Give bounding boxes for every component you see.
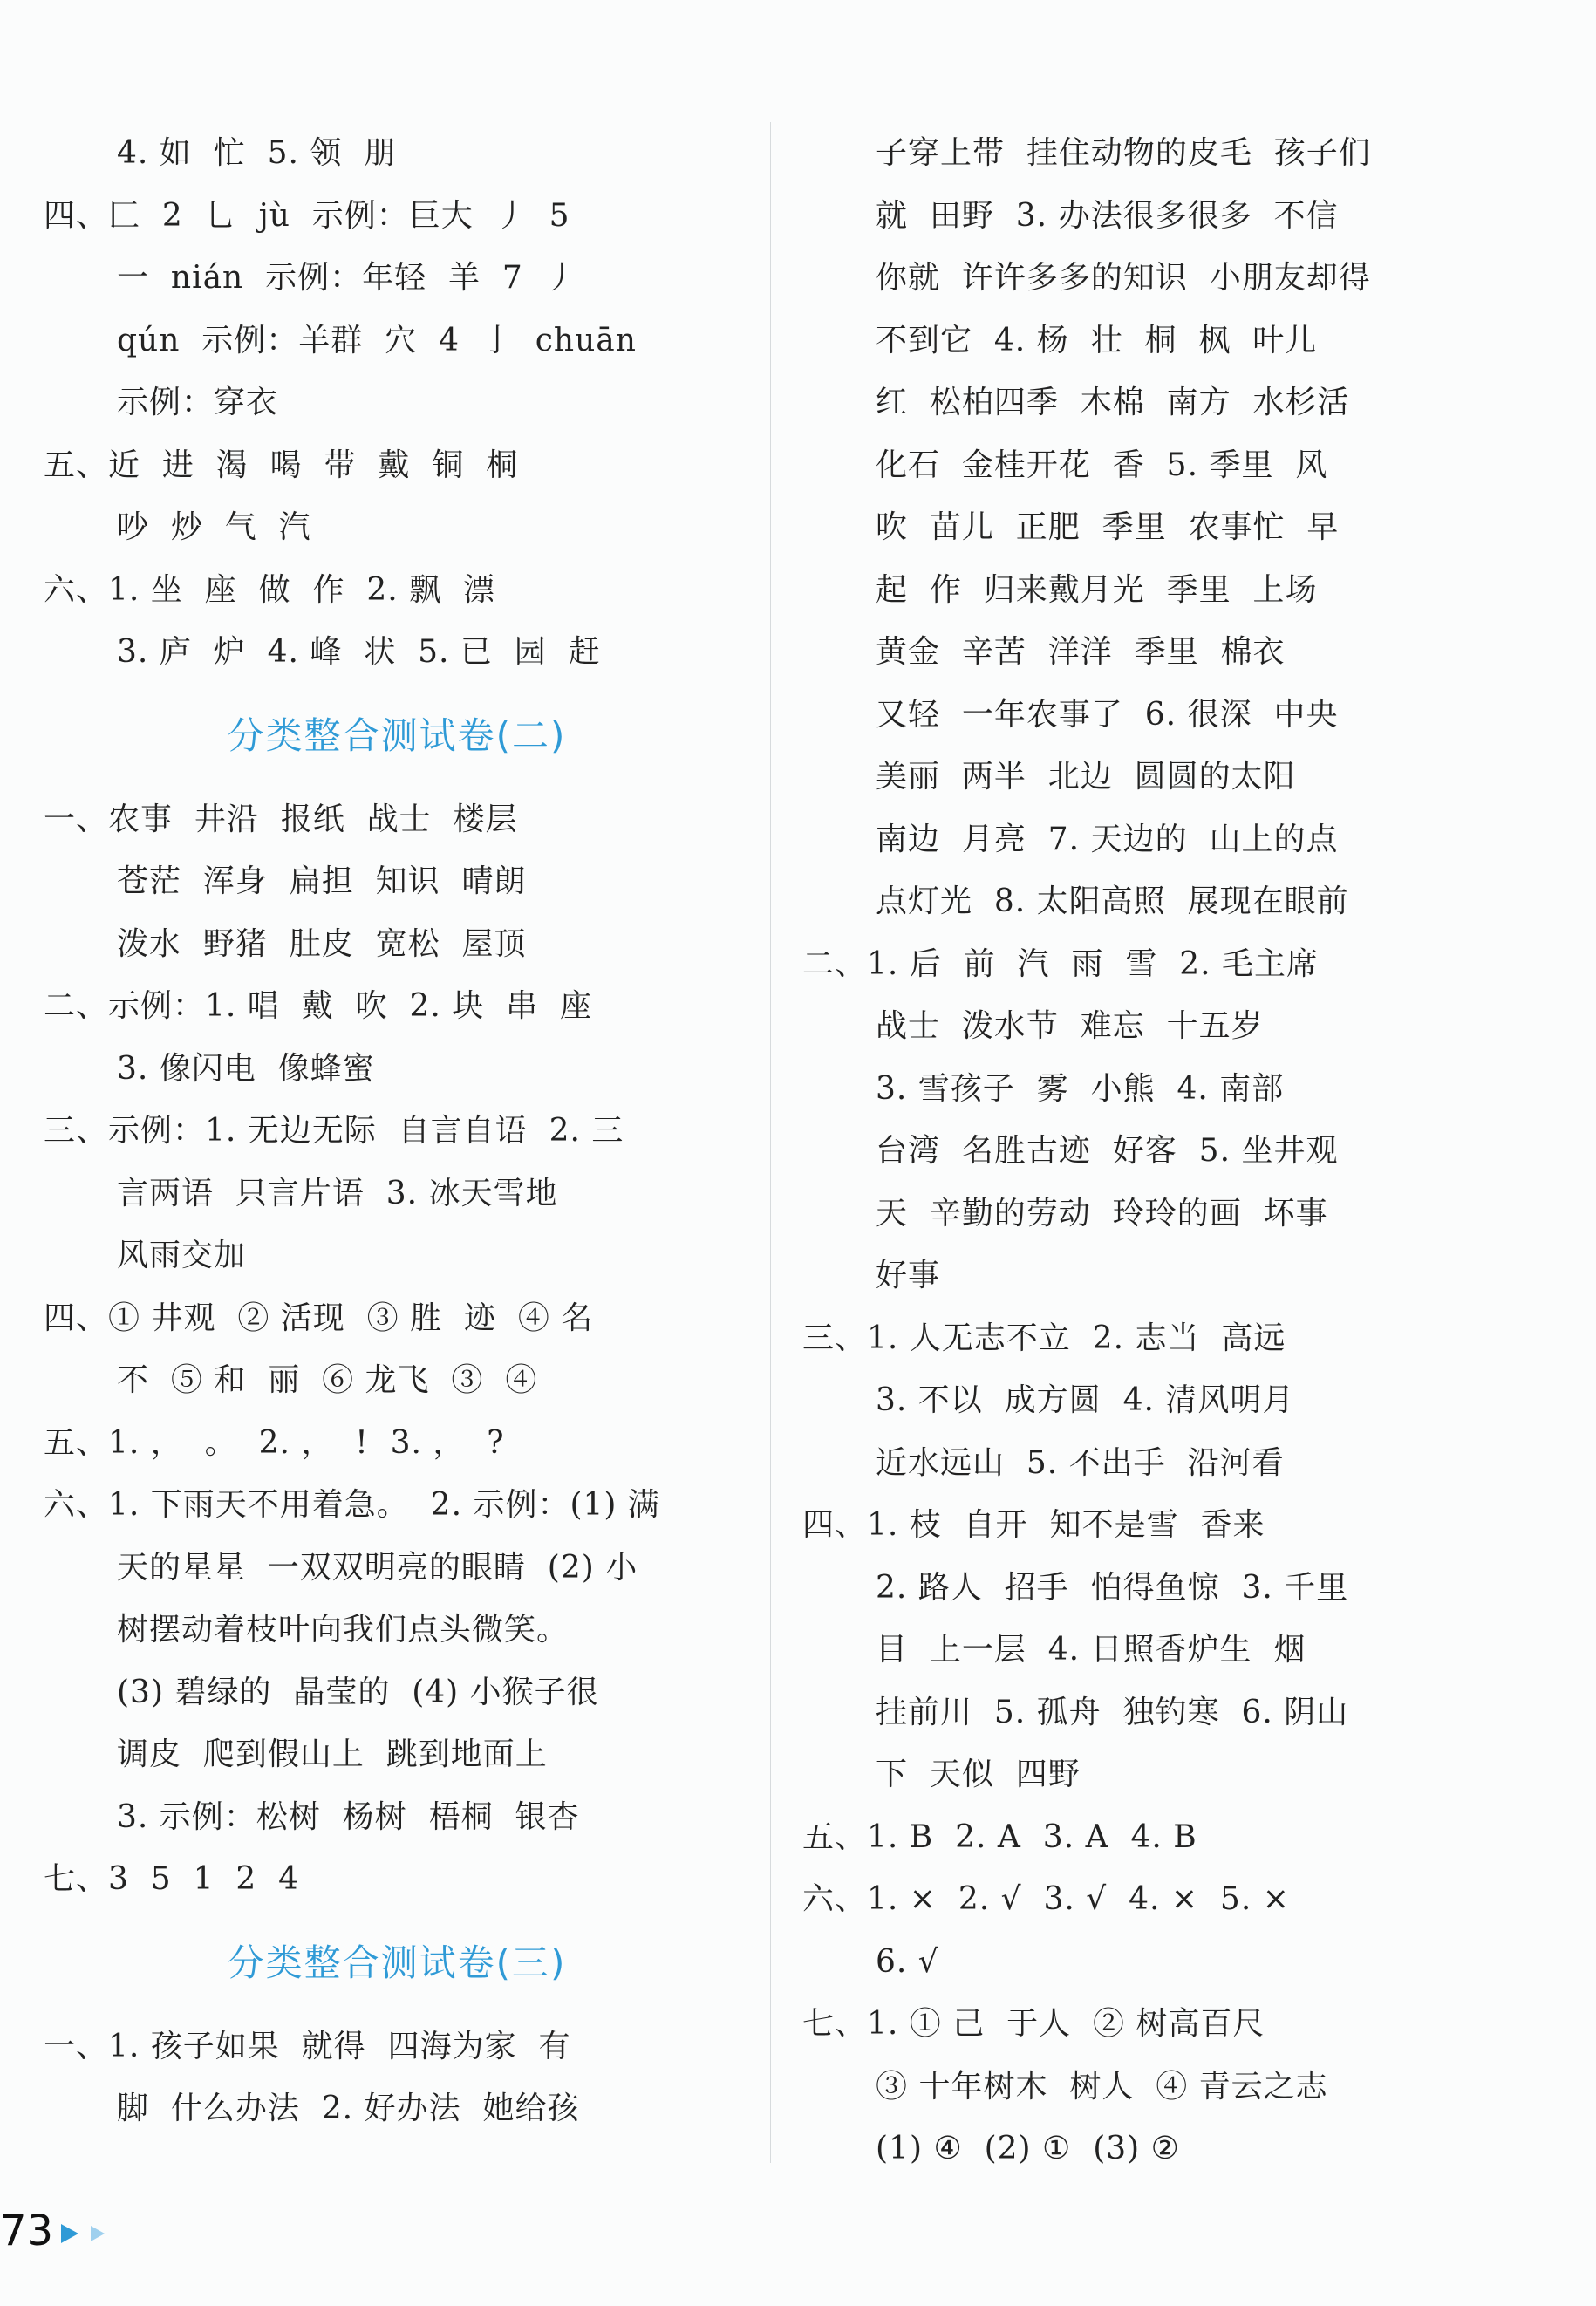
answer-line: 吹 苗儿 正肥 季里 农事忙 早: [876, 509, 1340, 545]
answer-line: 二、1. 后 前 汽 雨 雪 2. 毛主席: [802, 945, 1320, 982]
answer-line: 红 松柏四季 木棉 南方 水杉活: [876, 385, 1350, 420]
answer-line: 一 nián 示例：年轻 羊 7 丿: [117, 260, 577, 296]
answer-line: 吵 炒 气 汽: [117, 509, 311, 545]
answer-line: 天 辛勤的劳动 玲玲的画 坏事: [876, 1195, 1328, 1231]
answer-line: 二、示例：1. 唱 戴 吹 2. 块 串 座: [44, 988, 593, 1024]
section-title: 分类整合测试卷(二): [227, 713, 567, 757]
answer-line: 你就 许许多多的知识 小朋友却得: [876, 260, 1371, 296]
answer-line: 战士 泼水节 难忘 十五岁: [876, 1008, 1264, 1044]
answer-line: 言两语 只言片语 3. 冰天雪地: [117, 1175, 558, 1211]
answer-line: ③ 十年树木 树人 ④ 青云之志: [876, 2068, 1328, 2105]
column-divider: [770, 122, 771, 2163]
answer-line: 苍茫 浑身 扁担 知识 晴朗: [117, 863, 527, 899]
left-column: [44, 122, 750, 2140]
page-number: 73: [0, 2207, 54, 2255]
answer-line: 六、1. 坐 座 做 作 2. 飘 漂: [44, 571, 496, 608]
answer-line: 七、1. ① 己 于人 ② 树高百尺: [802, 2006, 1265, 2042]
answer-line: 子穿上带 挂住动物的皮毛 孩子们: [876, 135, 1371, 171]
answer-line: (1) ④ (2) ① (3) ②: [876, 2131, 1180, 2166]
answer-line: 六、1. × 2. √ 3. √ 4. × 5. ×: [802, 1881, 1290, 1917]
answer-line: 七、3 5 1 2 4: [44, 1861, 300, 1897]
answer-line: qún 示例：羊群 穴 4 亅 chuān: [117, 322, 637, 358]
answer-line: 调皮 爬到假山上 跳到地面上: [117, 1736, 548, 1772]
answer-line: 泼水 野猪 肚皮 宽松 屋顶: [117, 925, 527, 962]
answer-line: 3. 示例：松树 杨树 梧桐 银杏: [117, 1798, 580, 1835]
answer-line: 五、1. ， 。 2. ， ! 3. ， ?: [44, 1424, 505, 1461]
answer-line: 3. 像闪电 像蜂蜜: [117, 1050, 375, 1087]
answer-line: 五、近 进 渴 喝 带 戴 铜 桐: [44, 447, 519, 483]
answer-line: 6. √: [876, 1943, 939, 1980]
answer-line: 不到它 4. 杨 壮 桐 枫 叶儿: [876, 322, 1318, 358]
answer-line: 一、农事 井沿 报纸 战士 楼层: [44, 801, 518, 837]
right-column: [802, 122, 1500, 2180]
answer-line: 3. 雪孩子 雾 小熊 4. 南部: [876, 1070, 1285, 1107]
answer-line: 黄金 辛苦 洋洋 季里 棉衣: [876, 634, 1286, 670]
answer-line: 美丽 两半 北边 圆圆的太阳: [876, 759, 1296, 795]
answer-line: 台湾 名胜古迹 好客 5. 坐井观: [876, 1133, 1339, 1169]
answer-line: (3) 碧绿的 晶莹的 (4) 小猴子很: [117, 1674, 599, 1710]
answer-line: 一、1. 孩子如果 就得 四海为家 有: [44, 2028, 571, 2064]
answer-line: 目 上一层 4. 日照香炉生 烟: [876, 1632, 1306, 1668]
answer-line: 好事: [876, 1258, 941, 1293]
answer-line: 不 ⑤ 和 丽 ⑥ 龙飞 ③ ④: [117, 1362, 538, 1398]
answer-line: 点灯光 8. 太阳高照 展现在眼前: [876, 884, 1349, 919]
answer-line: 2. 路人 招手 怕得鱼惊 3. 千里: [876, 1569, 1349, 1606]
answer-line: 就 田野 3. 办法很多很多 不信: [876, 197, 1339, 234]
answer-line: 脚 什么办法 2. 好办法 她给孩: [117, 2091, 580, 2126]
play-arrows-icon: [61, 2221, 113, 2247]
answer-line: 五、1. B 2. A 3. A 4. B: [802, 1818, 1197, 1855]
answer-line: 六、1. 下雨天不用着急。 2. 示例：(1) 满: [44, 1487, 660, 1523]
answer-line: 三、1. 人无志不立 2. 志当 高远: [802, 1320, 1286, 1356]
answer-line: 天的星星 一双双明亮的眼睛 (2) 小: [117, 1549, 638, 1586]
answer-line: 风雨交加: [117, 1238, 247, 1273]
answer-line: 挂前川 5. 孤舟 独钓寒 6. 阴山: [876, 1694, 1349, 1730]
answer-line: 四、① 井观 ② 活现 ③ 胜 迹 ④ 名: [44, 1300, 594, 1336]
answer-line: 树摆动着枝叶向我们点头微笑。: [117, 1612, 570, 1648]
answer-line: 下 天似 四野: [876, 1757, 1081, 1792]
answer-line: 3. 庐 炉 4. 峰 状 5. 已 园 赶: [117, 634, 601, 670]
answer-line: 南边 月亮 7. 天边的 山上的点: [876, 821, 1339, 857]
answer-line: 三、示例：1. 无边无际 自言自语 2. 三: [44, 1113, 624, 1149]
section-title: 分类整合测试卷(三): [227, 1941, 567, 1984]
answer-line: 4. 如 忙 5. 领 朋: [117, 135, 397, 171]
answer-line: 化石 金桂开花 香 5. 季里 风: [876, 447, 1328, 483]
answer-line: 四、1. 枝 自开 知不是雪 香来: [802, 1507, 1265, 1543]
answer-line: 3. 不以 成方圆 4. 清风明月: [876, 1382, 1295, 1418]
answer-line: 四、匚 2 乚 jù 示例：巨大 丿 5: [44, 197, 570, 234]
answer-line: 又轻 一年农事了 6. 很深 中央: [876, 696, 1339, 733]
answer-line: 起 作 归来戴月光 季里 上场: [876, 571, 1318, 608]
answer-line: 近水远山 5. 不出手 沿河看: [876, 1444, 1285, 1481]
answer-line: 示例：穿衣: [117, 385, 279, 420]
